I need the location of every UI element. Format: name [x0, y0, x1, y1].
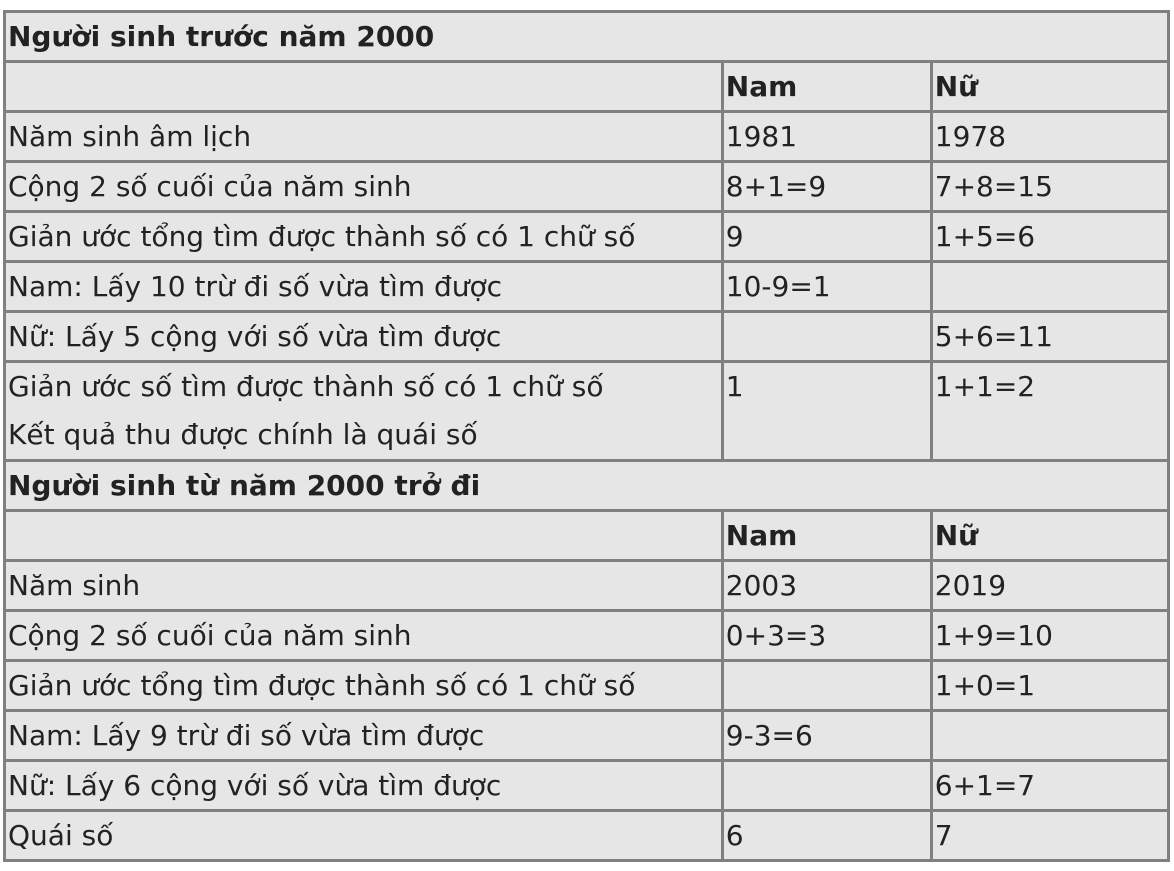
header-male: Nam	[724, 512, 930, 559]
male-value: 0+3=3	[724, 612, 930, 659]
male-value: 9-3=6	[724, 712, 930, 759]
male-value	[724, 662, 930, 709]
row-label: Nam: Lấy 9 trừ đi số vừa tìm được	[6, 712, 721, 759]
female-value: 7+8=15	[933, 163, 1167, 210]
male-value: 8+1=9	[724, 163, 930, 210]
row-label: Cộng 2 số cuối của năm sinh	[6, 612, 721, 659]
table-row	[6, 113, 1167, 160]
male-value: 6	[724, 812, 930, 859]
table-row	[6, 313, 1167, 360]
section-title-row	[6, 462, 1167, 509]
table-row	[6, 263, 1167, 310]
row-label-line: Giản ước số tìm được thành số có 1 chữ số	[8, 370, 604, 403]
row-label: Nữ: Lấy 5 cộng với số vừa tìm được	[6, 313, 721, 360]
male-value: 10-9=1	[724, 263, 930, 310]
male-value: 1981	[724, 113, 930, 160]
male-value	[724, 762, 930, 809]
column-header-row	[6, 63, 1167, 110]
row-label: Năm sinh	[6, 562, 721, 609]
male-value: 1	[724, 363, 930, 459]
row-label-line: Kết quả thu được chính là quái số	[8, 418, 478, 451]
column-header-row	[6, 512, 1167, 559]
female-value: 2019	[933, 562, 1167, 609]
male-value	[724, 313, 930, 360]
section-title: Người sinh trước năm 2000	[6, 13, 1167, 60]
female-value: 7	[933, 812, 1167, 859]
female-value: 1+5=6	[933, 213, 1167, 260]
row-label: Giản ước tổng tìm được thành số có 1 chữ số	[6, 662, 721, 709]
male-value: 2003	[724, 562, 930, 609]
male-value: 9	[724, 213, 930, 260]
female-value	[933, 712, 1167, 759]
row-label: Giản ước tổng tìm được thành số có 1 chữ số	[6, 213, 721, 260]
row-label: Nữ: Lấy 6 cộng với số vừa tìm được	[6, 762, 721, 809]
header-female: Nữ	[933, 512, 1167, 559]
female-value: 5+6=11	[933, 313, 1167, 360]
table-row-final	[6, 363, 1167, 459]
table-row	[6, 163, 1167, 210]
row-label: Năm sinh âm lịch	[6, 113, 721, 160]
row-label: Cộng 2 số cuối của năm sinh	[6, 163, 721, 210]
header-empty-cell	[6, 512, 721, 559]
table-row	[6, 812, 1167, 859]
table-row	[6, 612, 1167, 659]
section-title-row	[6, 13, 1167, 60]
female-value: 1+1=2	[933, 363, 1167, 459]
table-row	[6, 662, 1167, 709]
table-row	[6, 762, 1167, 809]
table-row	[6, 712, 1167, 759]
female-value: 6+1=7	[933, 762, 1167, 809]
section-title: Người sinh từ năm 2000 trở đi	[6, 462, 1167, 509]
row-label: Nam: Lấy 10 trừ đi số vừa tìm được	[6, 263, 721, 310]
female-value: 1+0=1	[933, 662, 1167, 709]
header-empty-cell	[6, 63, 721, 110]
table-row	[6, 213, 1167, 260]
female-value	[933, 263, 1167, 310]
header-male: Nam	[724, 63, 930, 110]
table-row	[6, 562, 1167, 609]
female-value: 1+9=10	[933, 612, 1167, 659]
row-label-multiline	[6, 363, 721, 459]
kua-number-table	[3, 10, 1170, 862]
header-female: Nữ	[933, 63, 1167, 110]
row-label: Quái số	[6, 812, 721, 859]
female-value: 1978	[933, 113, 1167, 160]
